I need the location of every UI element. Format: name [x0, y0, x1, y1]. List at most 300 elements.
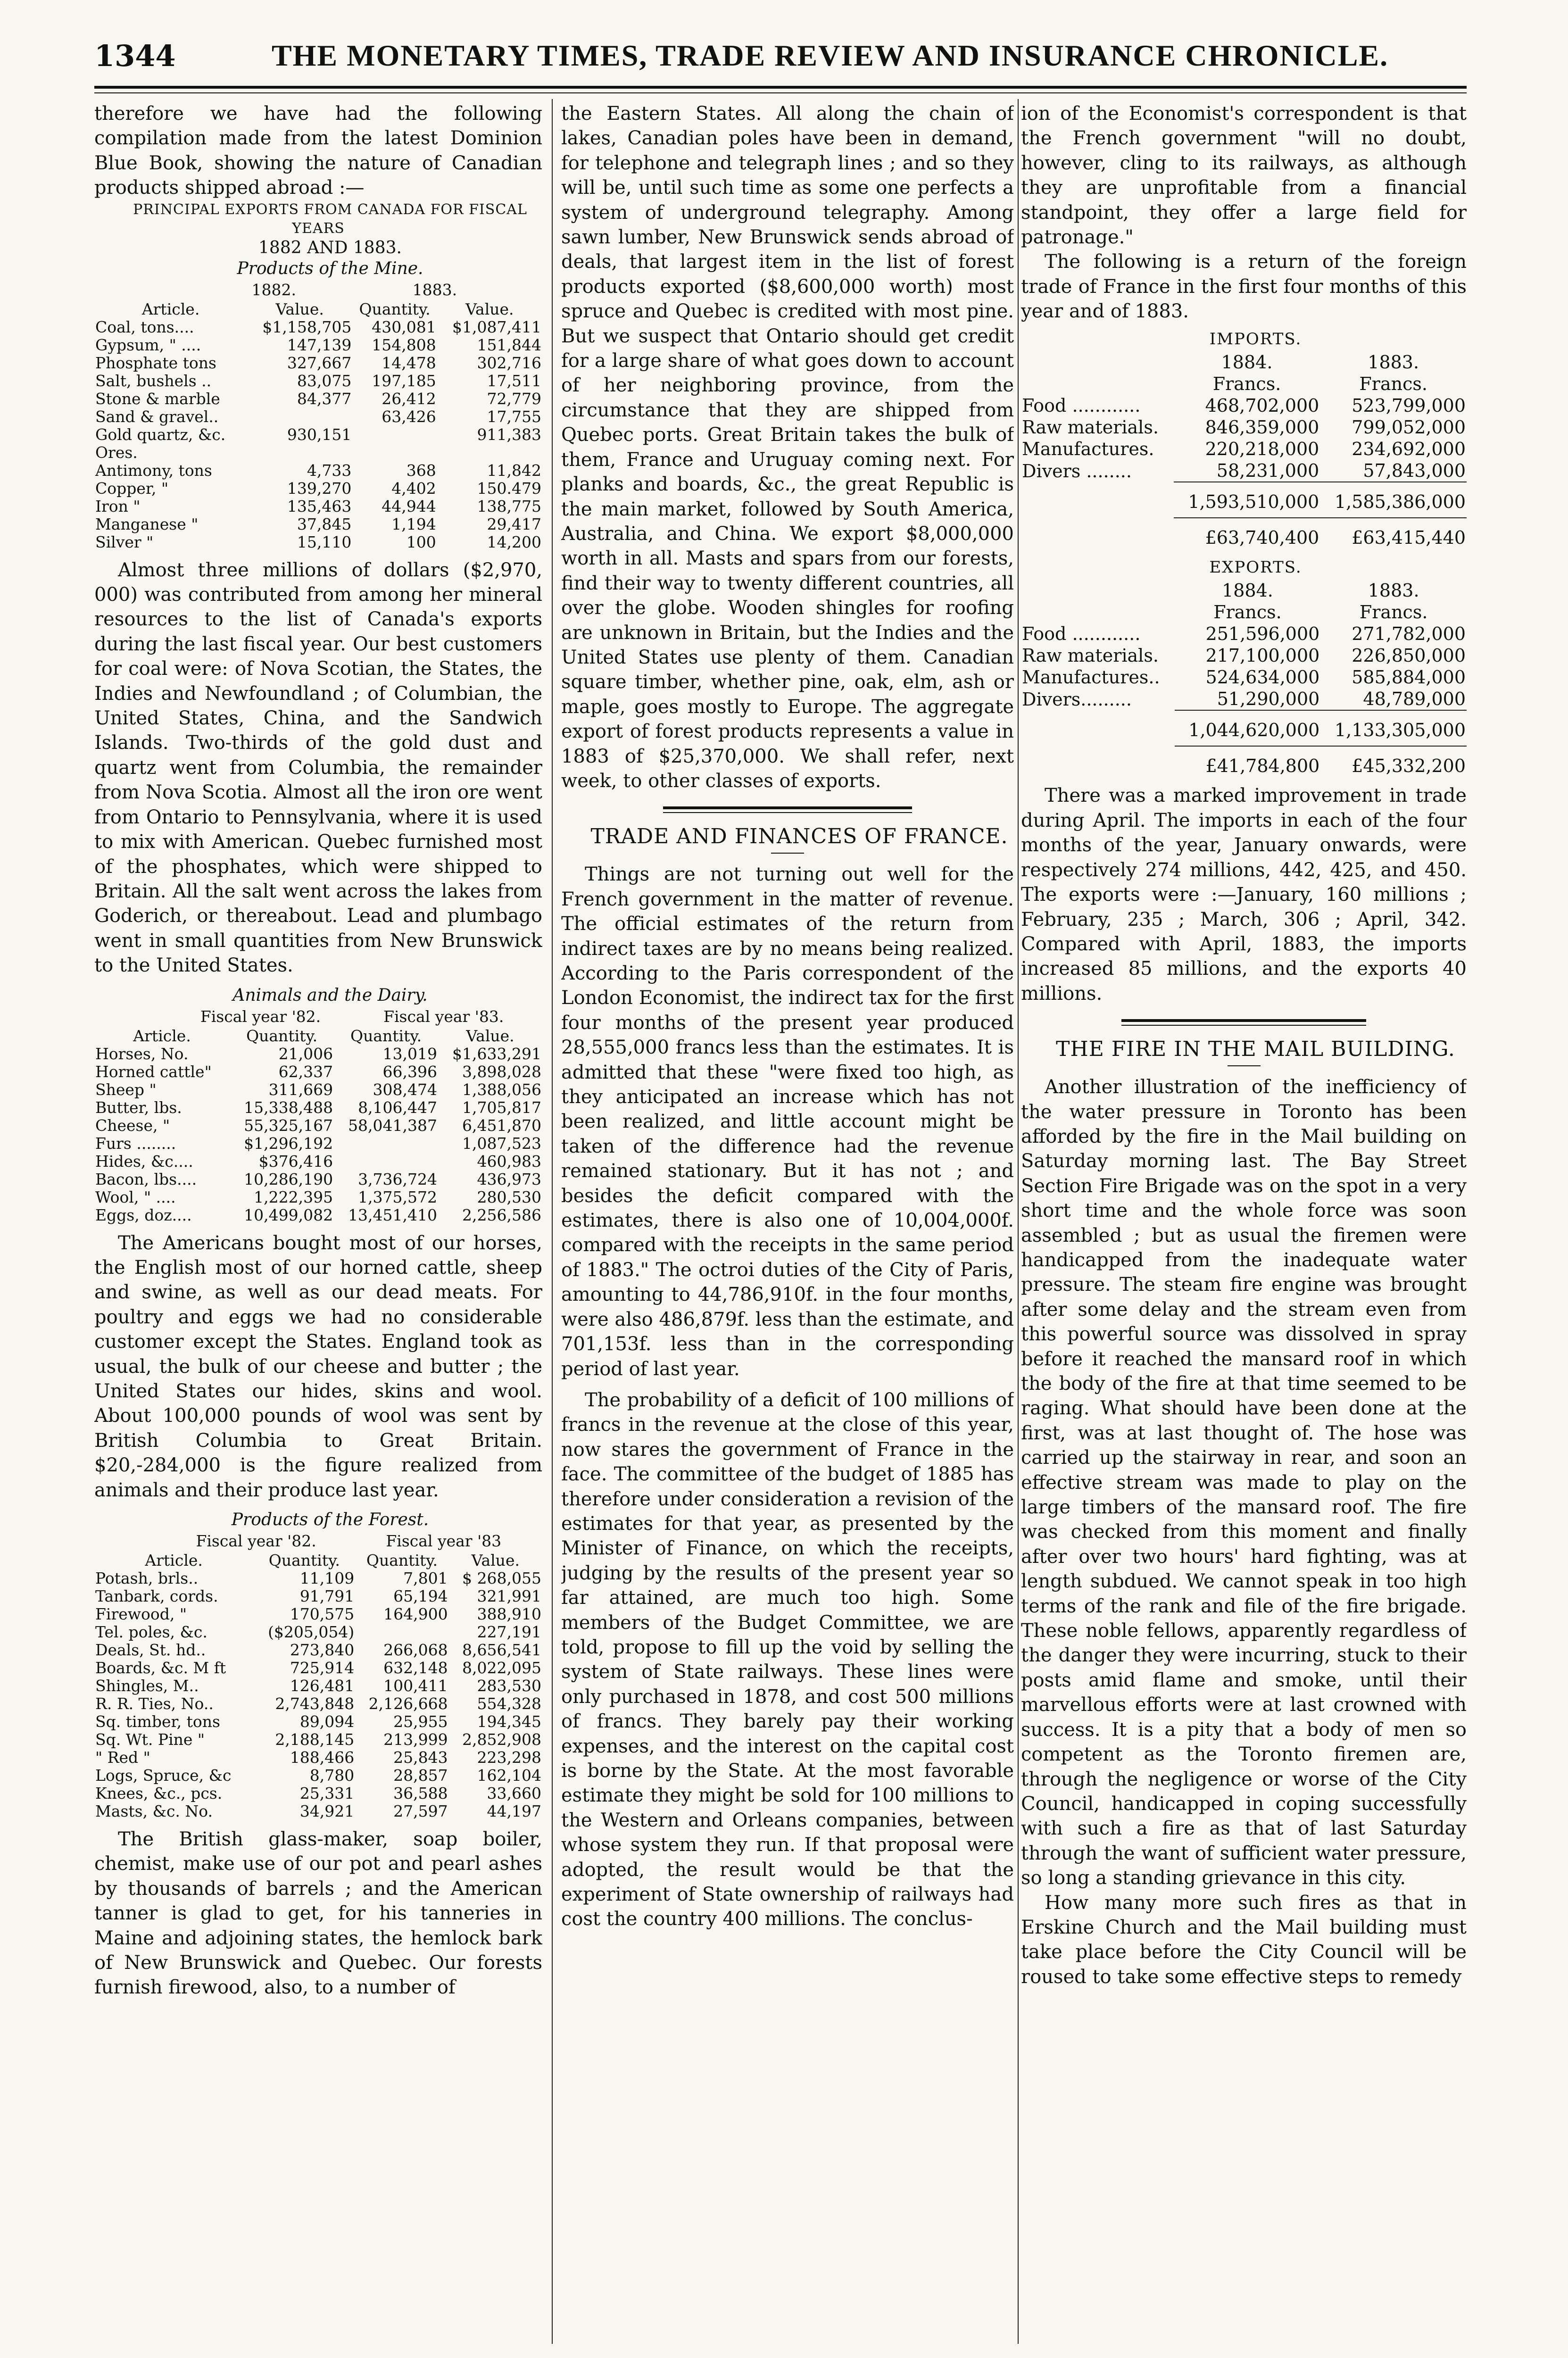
row-value: Francs.: [1213, 602, 1282, 623]
row-value: £63,740,400: [1205, 527, 1319, 548]
row-value: 213,999: [383, 1730, 448, 1749]
row-value: 632,148: [383, 1659, 448, 1677]
table-row: [94, 1767, 542, 1785]
row-value: 725,914: [290, 1659, 355, 1677]
row-value: 36,588: [393, 1784, 448, 1802]
row-value: 188,466: [290, 1748, 355, 1767]
row-value: 100,411: [383, 1677, 448, 1695]
row-value: $1,087,411: [452, 317, 541, 336]
table-row: [94, 1206, 542, 1224]
row-value: 1,087,523: [462, 1134, 541, 1153]
row-value: [334, 1135, 438, 1153]
row-label: Food ............: [1022, 395, 1141, 416]
exports-heading: PRINCIPAL EXPORTS FROM CANADA FOR FISCAL YEARS: [133, 201, 527, 237]
row-label: [1021, 601, 1175, 623]
row-value: Francs.: [1212, 374, 1281, 395]
column-header: Article.: [145, 1551, 203, 1569]
table-row: [94, 1623, 542, 1641]
row-value: 327,667: [287, 353, 352, 372]
row-label: Silver ": [95, 532, 154, 551]
column-header: Value.: [465, 299, 514, 318]
row-value: 194,345: [477, 1712, 541, 1731]
row-value: 10,286,190: [244, 1170, 333, 1188]
row-value: 468,702,000: [1205, 395, 1319, 416]
row-value: 21,006: [278, 1044, 333, 1063]
row-label: Cheese, ": [95, 1116, 170, 1135]
row-label: Knees, &c., pcs.: [95, 1784, 223, 1802]
row-value: 1884.: [1221, 352, 1273, 373]
masthead-rule-thin: [94, 92, 1467, 93]
row-value: 930,151: [287, 425, 352, 444]
column-header: Value.: [471, 1551, 520, 1569]
table-row: [94, 408, 542, 426]
row-value: 44,944: [382, 497, 436, 515]
row-value: 585,884,000: [1352, 667, 1466, 688]
row-label: Masts, &c. No.: [95, 1802, 213, 1820]
row-value: Francs.: [1359, 374, 1427, 395]
article-paragraph: therefore we have had the following compilation made from the latest Dominion Blue Book, showing the nature of Canadian products shipped abroad :—: [94, 103, 542, 199]
table-row: [94, 462, 542, 480]
article-paragraph: The British glass-maker, soap boiler, chemist, make use of our pot and pearl ashes by thousands of barrels ; and the American tanner is glad to get, for his tanneries in Maine and adjoining states, the hemlock bark of New Brunswick and Quebec. Our forests furnish firewood, also, to a number of: [94, 1828, 542, 1999]
row-value: 154,808: [372, 335, 436, 354]
column-header: Article.: [141, 299, 200, 318]
row-label: Divers.........: [1022, 689, 1132, 710]
row-label: Deals, St. hd..: [95, 1641, 206, 1659]
row-label: [1021, 482, 1174, 518]
row-value: £63,415,440: [1352, 527, 1466, 548]
row-value: 1884.: [1222, 580, 1273, 601]
row-value: 271,782,000: [1352, 623, 1466, 645]
table-row: [94, 1749, 542, 1767]
row-value: 63,426: [382, 407, 436, 426]
row-label: Sq. timber, tons: [95, 1712, 220, 1731]
row-value: [352, 426, 437, 444]
article-paragraph: Another illustration of the inefficiency of the water pressure in Toronto has been afforded by the fire in the Mail building on Saturday morning last. The Bay Street Section Fire Brigade was on the spot in a very short time and the whole force was soon assembled ; but as usual the firemen were handicapped from the inadequate water pressure. The steam fire engine was brought after some delay and the stream even from this powerful source was dissolved in spray before it reached the mansard roof in which the body of the fire at that time seemed to be raging. What should have been done at the first, was at last thought of. The hose was carried up the stairway in rear, and soon an effective stream was made to play on the large timbers of the mansard roof. The fire was checked from this moment and finally after over two hours' hard fighting, was at length subdued. We cannot speak in too high terms of the rank and file of the fire brigade. These noble fellows, apparently regardless of the danger they were incurring, stuck to their posts amid flame and smoke, until their marvellous efforts were at last crowned with success. It is a pity that a body of men so competent as the Toronto firemen are, through the negligence or worse of the City Council, handicapped in coping successfully with such a fire as that of last Saturday through the want of sufficient water pressure, so long a standing grievance in this city.: [1021, 1076, 1467, 1889]
table-mine-year-header: [94, 280, 542, 300]
heading-dash: [1228, 1065, 1261, 1066]
article-paragraph: ion of the Economist's correspondent is that the French government "will no doubt, however, cling to its railways, as although they are unprofitable from a financial standpoint, they offer a large field for patronage.": [1021, 103, 1467, 249]
row-value: [355, 1623, 448, 1641]
table-row: [94, 1641, 542, 1659]
row-value: 436,973: [477, 1170, 541, 1188]
row-label: [1021, 710, 1175, 746]
column-header: Quantity.: [359, 299, 431, 318]
row-value: 28,857: [393, 1766, 448, 1785]
table-row: [1021, 416, 1467, 438]
table-row: [94, 533, 542, 551]
exports-years: 1882 AND 1883.: [258, 238, 402, 257]
row-value: 227,191: [477, 1623, 541, 1641]
row-value: 321,991: [477, 1587, 541, 1605]
column-header: Quantity.: [366, 1551, 438, 1569]
table-row: [94, 1569, 542, 1587]
year-label: Fiscal year '83: [386, 1532, 502, 1550]
table-row: [94, 336, 542, 354]
table-row: [94, 354, 542, 372]
table-france-imports: [1021, 351, 1467, 548]
imports-title: IMPORTS.: [1209, 329, 1302, 349]
column-header: Quantity.: [268, 1551, 340, 1569]
row-value: [334, 1153, 438, 1171]
table-row: [94, 444, 542, 462]
row-label: Food ............: [1022, 623, 1141, 645]
row-value: 89,094: [299, 1712, 355, 1731]
column-header: Quantity.: [246, 1026, 318, 1045]
row-value: [247, 444, 352, 462]
table-row: [94, 1081, 542, 1099]
row-label: [1021, 746, 1175, 777]
table-row: [94, 1677, 542, 1695]
row-value: 34,921: [299, 1802, 355, 1820]
table-row: [94, 1135, 542, 1153]
row-label: Gold quartz, &c.: [95, 425, 226, 444]
section-separator: [663, 806, 912, 813]
row-label: Sq. Wt. Pine ": [95, 1730, 205, 1749]
row-value: 62,337: [278, 1062, 333, 1081]
row-value: $1,158,705: [262, 317, 352, 336]
row-value: 139,270: [287, 479, 352, 498]
row-label: R. R. Ties, No..: [95, 1694, 214, 1713]
article-paragraph: There was a marked improvement in trade during April. The imports in each of the four months of the year, January onwards, were respectively 274 millions, 442, 425, and 450. The exports were :—January, 160 millions ; February, 235 ; March, 306 ; April, 342. Compared with April, 1883, the imports increased 85 millions, and the exports 40 millions.: [1021, 785, 1467, 1005]
table-row: [94, 1713, 542, 1731]
row-value: 138,775: [477, 497, 541, 515]
table-header-row: [94, 1552, 542, 1569]
row-value: 147,139: [287, 335, 352, 354]
table-row: [94, 1063, 542, 1081]
article-paragraph: Things are not turning out well for the French government in the matter of revenue. The official estimates of the return from indirect taxes are by no means being realized. According to the Paris correspondent of the London Economist, the indirect tax for the first four months of the present year produced 28,555,000 francs less than the estimates. It is admitted that these "were fixed too high, as they anticipated an increase which has not been realized, and little account might be taken of the difference had the revenue remained stationary. But it has not ; and besides the deficit compared with the estimates, there is also one of 10,004,000f. compared with the receipts in the same period of 1883." The octroi duties of the City of Paris, amounting to 44,786,910f. in the four months, were also 486,879f. less than the estimate, and 701,153f. less than in the corresponding period of last year.: [561, 863, 1014, 1380]
table-row: [94, 426, 542, 444]
table-row: [94, 498, 542, 515]
table-row: [94, 1171, 542, 1188]
column-3: [1021, 101, 1467, 2337]
row-value: 51,290,000: [1175, 688, 1321, 710]
row-value: 7,801: [403, 1569, 448, 1587]
row-value: [247, 408, 352, 426]
row-value: [352, 444, 437, 462]
row-value: 234,692,000: [1352, 439, 1466, 460]
row-value: 1883.: [1368, 580, 1419, 601]
row-label: Divers ........: [1022, 460, 1132, 482]
table-row: [94, 515, 542, 533]
row-value: 8,022,095: [462, 1659, 541, 1677]
row-value: 44,197: [487, 1802, 541, 1820]
column-2: [561, 101, 1014, 2337]
row-value: 100: [406, 532, 436, 551]
section-separator: [1121, 1019, 1367, 1026]
row-label: Horses, No.: [95, 1044, 189, 1063]
row-value: 280,530: [477, 1187, 541, 1206]
row-label: Salt, bushels ..: [95, 371, 212, 390]
row-label: Potash, brls..: [95, 1569, 199, 1587]
row-value: 13,019: [382, 1044, 438, 1063]
row-value: 460,983: [477, 1152, 541, 1171]
row-label: Manufactures.: [1022, 439, 1154, 460]
total-row: [1021, 482, 1467, 518]
row-value: $1,633,291: [452, 1044, 541, 1063]
row-label: Firewood, ": [95, 1605, 187, 1623]
row-label: Raw materials.: [1022, 417, 1159, 438]
table-forest-year-header: [94, 1531, 542, 1552]
table-row: [94, 1117, 542, 1135]
row-value: 4,733: [307, 461, 352, 480]
table-header-row: [94, 1027, 542, 1045]
table-header-row: [94, 300, 542, 318]
row-value: 217,100,000: [1205, 645, 1320, 666]
year-label: Fiscal year '82.: [196, 1532, 316, 1550]
row-value: 1,222,395: [254, 1187, 333, 1206]
table-products-of-mine: [94, 300, 542, 551]
row-value: 6,451,870: [462, 1116, 541, 1135]
row-value: 29,417: [487, 515, 541, 533]
row-value: 65,194: [393, 1587, 448, 1605]
row-value: 4,402: [391, 479, 436, 498]
row-label: Gypsum, " ....: [95, 335, 201, 354]
row-value: 25,843: [393, 1748, 448, 1767]
row-value: 302,716: [477, 353, 541, 372]
row-value: 126,481: [290, 1677, 355, 1695]
row-value: ($205,054): [268, 1623, 355, 1641]
row-value: $ 268,055: [462, 1569, 541, 1587]
table-row: [94, 1099, 542, 1117]
row-value: 283,530: [477, 1677, 541, 1695]
table-row: [1021, 688, 1467, 710]
row-value: 1,044,620,000: [1175, 710, 1321, 746]
table-row: [1021, 395, 1467, 416]
year-label: 1883.: [412, 280, 457, 299]
row-label: Manufactures..: [1022, 667, 1160, 688]
row-value: 911,383: [477, 425, 541, 444]
column-header: Quantity.: [350, 1026, 422, 1045]
page-number: 1344: [94, 38, 176, 73]
unit-row: [1021, 601, 1467, 623]
row-label: Shingles, M..: [95, 1677, 199, 1695]
heading-dash: [771, 853, 804, 854]
row-value: 151,844: [477, 335, 541, 354]
row-value: 1,194: [391, 515, 436, 533]
row-value: 8,106,447: [358, 1098, 438, 1117]
row-label: " Red ": [95, 1748, 150, 1767]
row-value: 66,396: [382, 1062, 438, 1081]
table-row: [1021, 666, 1467, 688]
unit-row: [1021, 373, 1467, 395]
row-label: Iron ": [95, 497, 141, 515]
row-label: [1021, 580, 1175, 601]
row-value: 1,133,305,000: [1320, 710, 1467, 746]
row-value: 220,218,000: [1205, 439, 1319, 460]
row-label: Butter, lbs.: [95, 1098, 182, 1117]
row-value: 308,474: [373, 1080, 438, 1099]
table-row: [1021, 623, 1467, 645]
table-animals-and-dairy: [94, 1027, 542, 1224]
row-value: 368: [406, 461, 436, 480]
sterling-row: [1021, 518, 1467, 548]
row-value: 48,789,000: [1320, 688, 1467, 710]
masthead: [94, 32, 1467, 79]
row-value: 251,596,000: [1205, 623, 1320, 645]
row-value: 11,842: [487, 461, 541, 480]
table-animals-year-header: [94, 1006, 542, 1027]
column-divider: [1018, 99, 1019, 2344]
row-value: 17,511: [487, 371, 541, 390]
row-label: Phosphate tons: [95, 353, 216, 372]
article-paragraph: The Americans bought most of our horses, the English most of our horned cattle, sheep and swine, as well as our dead meats. For poultry and eggs we had no considerable customer except the States. England took as usual, the bulk of our cheese and butter ; the United States our hides, skins and wool. About 100,000 pounds of wool was sent by British Columbia to Great Britain. $20,-284,000 is the figure realized from animals and their produce last year.: [94, 1232, 542, 1501]
row-label: [1021, 351, 1174, 373]
table-title-animals: Animals and the Dairy.: [232, 985, 428, 1005]
table-row: [94, 1695, 542, 1713]
table-row: [1021, 438, 1467, 460]
row-value: 57,843,000: [1320, 460, 1467, 482]
row-value: 8,656,541: [462, 1641, 541, 1659]
row-label: Copper, ": [95, 479, 169, 498]
row-value: 273,840: [290, 1641, 355, 1659]
row-value: 799,052,000: [1352, 417, 1466, 438]
row-value: 25,331: [299, 1784, 355, 1802]
row-value: 26,412: [382, 389, 436, 408]
row-label: Wool, " ....: [95, 1187, 176, 1206]
row-label: Tanbark, cords.: [95, 1587, 218, 1605]
row-label: Sand & gravel..: [95, 407, 219, 426]
row-value: 27,597: [393, 1802, 448, 1820]
row-value: 311,669: [268, 1080, 333, 1099]
sterling-row: [1021, 746, 1467, 777]
article-paragraph: the Eastern States. All along the chain of lakes, Canadian poles have been in demand, for telephone and telegraph lines ; and so they will be, until such time as some one perfects a system of underground telegraphy. Among sawn lumber, New Brunswick sends abroad of deals, that largest item in the list of forest products exported ($8,600,000 worth) most spruce and Quebec is credited with most pine. But we suspect that Ontario should get credit for a large share of what goes down to account of her neighboring province, from the circumstance that they are shipped from Quebec ports. Great Britain takes the bulk of them, France and Uruguay coming next. For planks and boards, &c., the great Republic is the main market, followed by South America, Australia, and China. We export $8,000,000 worth in all. Masts and spars from our forests, find their way to twenty different countries, all over the globe. Wooden shingles for roofing are unknown in Britain, but the Indies and the United States use plenty of them. Canadian square timber, whether pine, oak, elm, ash or maple, goes mostly to Europe. The aggregate export of forest products represents a value in 1883 of $25,370,000. We shall refer, next week, to other classes of exports.: [561, 103, 1014, 792]
publication-title: THE MONETARY TIMES, TRADE REVIEW AND INSURANCE CHRONICLE.: [271, 39, 1389, 72]
row-value: 430,081: [372, 317, 436, 336]
row-value: 10,499,082: [244, 1205, 333, 1224]
article-paragraph: The following is a return of the foreign trade of France in the first four months of this year and of 1883.: [1021, 251, 1467, 323]
year-row: [1021, 351, 1467, 373]
article-paragraph: The probability of a deficit of 100 millions of francs in the revenue at the close of this year, now stares the government of France in the face. The committee of the budget of 1885 has therefore under consideration a revision of the estimates for that year, as presented by the Minister of Finance, on which the receipts, judging by the results of the present year so far attained, are much too high. Some members of the Budget Committee, we are told, propose to fill up the void by selling the system of State railways. These lines were only purchased in 1878, and cost 500 millions of francs. They barely pay their working expenses, and the interest on the capital cost is borne by the State. At the most favorable estimate they might be sold for 100 millions to the Western and Orleans companies, between whose system they run. If that proposal were adopted, the result would be that the experiment of State ownership of railways had cost the country 400 millions. The conclus-: [561, 1389, 1014, 1930]
row-value: 3,736,724: [358, 1170, 438, 1188]
masthead-rule: [94, 86, 1467, 89]
row-label: Eggs, doz....: [95, 1205, 192, 1224]
year-label: Fiscal year '83.: [383, 1007, 504, 1026]
row-value: 11,109: [299, 1569, 355, 1587]
row-value: 25,955: [393, 1712, 448, 1731]
row-value: 170,575: [290, 1605, 355, 1623]
row-value: 1,705,817: [462, 1098, 541, 1117]
table-title-forest: Products of the Forest.: [231, 1510, 429, 1529]
row-value: 1,593,510,000: [1174, 482, 1320, 518]
year-row: [1021, 580, 1467, 601]
row-label: Furs ........: [95, 1134, 176, 1153]
table-products-of-forest: [94, 1552, 542, 1820]
row-value: 523,799,000: [1352, 395, 1466, 416]
row-value: 388,910: [477, 1605, 541, 1623]
row-label: Hides, &c....: [95, 1152, 193, 1171]
row-label: Boards, &c. M ft: [95, 1659, 226, 1677]
row-value: 223,298: [477, 1748, 541, 1767]
table-row: [94, 1659, 542, 1677]
table-row: [1021, 460, 1467, 482]
table-france-exports: [1021, 580, 1467, 777]
row-label: Antimony, tons: [95, 461, 212, 480]
row-value: 33,660: [487, 1784, 541, 1802]
row-value: 3,898,028: [462, 1062, 541, 1081]
table-row: [1021, 645, 1467, 666]
row-value: 15,110: [297, 532, 352, 551]
row-value: 14,200: [487, 532, 541, 551]
total-row: [1021, 710, 1467, 746]
row-label: Horned cattle": [95, 1062, 212, 1081]
row-label: Ores.: [95, 443, 138, 462]
row-value: 2,256,586: [462, 1205, 541, 1224]
exports-title: EXPORTS.: [1209, 558, 1302, 577]
row-value: 1,388,056: [462, 1080, 541, 1099]
row-value: $376,416: [258, 1152, 333, 1171]
row-value: 83,075: [297, 371, 352, 390]
row-label: Tel. poles, &c.: [95, 1623, 207, 1641]
row-value: 14,478: [382, 353, 436, 372]
column-header: Value.: [466, 1026, 514, 1045]
row-label: Raw materials.: [1022, 645, 1159, 666]
year-label: 1882.: [251, 280, 297, 299]
article-paragraph: Almost three millions of dollars ($2,970, 000) was contributed from among her mineral resources to the list of Canada's exports during the last fiscal year. Our best customers for coal were: of Nova Scotian, the States, the Indies and Newfoundland ; of Columbian, the United States, China, and the Sandwich Islands. Two-thirds of the gold dust and quartz went from Columbia, the remainder from Nova Scotia. Almost all the iron ore went from Ontario to Pennsylvania, where it is used to mix with American. Quebec furnished most of the phosphates, which were shipped to Britain. All the salt went across the lakes from Goderich, or thereabout. Lead and plumbago went in small quantities from New Brunswick to the United States.: [94, 559, 542, 977]
row-value: 37,845: [297, 515, 352, 533]
row-value: 846,359,000: [1205, 417, 1319, 438]
row-value: 2,188,145: [275, 1730, 355, 1749]
row-value: 8,780: [309, 1766, 355, 1785]
table-row: [94, 1605, 542, 1623]
row-value: 2,743,848: [275, 1694, 355, 1713]
row-value: 2,852,908: [462, 1730, 541, 1749]
row-value: 1,375,572: [358, 1187, 438, 1206]
row-value: 524,634,000: [1205, 667, 1320, 688]
table-row: [94, 1188, 542, 1206]
row-label: Stone & marble: [95, 389, 220, 408]
table-row: [94, 480, 542, 498]
table-row: [94, 390, 542, 408]
row-value: £41,784,800: [1205, 756, 1320, 777]
row-value: 226,850,000: [1352, 645, 1466, 666]
row-value: 2,126,668: [368, 1694, 448, 1713]
column-divider: [552, 99, 553, 2344]
row-value: 55,325,167: [244, 1116, 333, 1135]
row-value: [437, 444, 542, 462]
row-value: 554,328: [477, 1694, 541, 1713]
row-value: Francs.: [1359, 602, 1428, 623]
row-value: 58,231,000: [1174, 460, 1320, 482]
row-value: 84,377: [297, 389, 352, 408]
column-1: [94, 101, 542, 2337]
table-row: [94, 1785, 542, 1802]
row-label: Bacon, lbs....: [95, 1170, 197, 1188]
row-value: 1883.: [1368, 352, 1419, 373]
table-row: [94, 1587, 542, 1605]
row-value: 13,451,410: [348, 1205, 438, 1224]
article-heading-france: TRADE AND FINANCES OF FRANCE.: [590, 824, 1008, 849]
row-value: 266,068: [383, 1641, 448, 1659]
article-heading-fire: THE FIRE IN THE MAIL BUILDING.: [1056, 1037, 1455, 1062]
table-row: [94, 318, 542, 336]
row-label: Logs, Spruce, &c: [95, 1766, 232, 1785]
table-row: [94, 1153, 542, 1171]
table-row: [94, 1802, 542, 1820]
row-value: 15,338,488: [244, 1098, 333, 1117]
table-row: [94, 372, 542, 390]
row-value: 162,104: [477, 1766, 541, 1785]
row-label: Manganese ": [95, 515, 199, 533]
table-row: [94, 1045, 542, 1063]
row-value: 91,791: [299, 1587, 355, 1605]
row-value: 58,041,387: [348, 1116, 438, 1135]
column-header: Article.: [133, 1026, 191, 1045]
row-value: £45,332,200: [1352, 756, 1466, 777]
year-label: Fiscal year '82.: [200, 1007, 321, 1026]
row-value: 197,185: [372, 371, 436, 390]
table-row: [94, 1731, 542, 1749]
row-value: 72,779: [487, 389, 541, 408]
